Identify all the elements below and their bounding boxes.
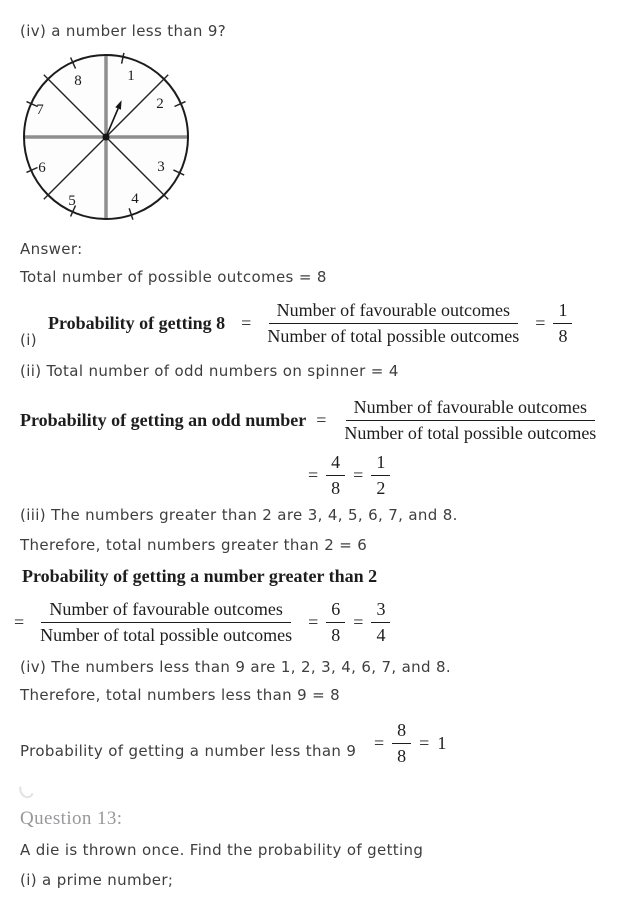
page-artifact xyxy=(17,779,37,800)
spinner-number-2: 2 xyxy=(156,96,164,112)
spinner-number-8: 8 xyxy=(74,73,82,89)
fraction-denominator: Number of total possible outcomes xyxy=(40,624,293,645)
part-ii-formula xyxy=(20,392,604,448)
fraction-numerator: 8 xyxy=(392,720,411,744)
spinner-number-7: 7 xyxy=(36,102,44,118)
fraction-numerator: Number of favourable outcomes xyxy=(346,397,595,421)
part-i-result-fraction xyxy=(553,300,572,346)
part-iii-lead: Probability of getting a number greater than 2 xyxy=(22,566,378,586)
part-iv-line1: (iv) The numbers less than 9 are 1, 2, 3, 4, 6, 7, and 8. xyxy=(20,658,452,676)
part-ii-fraction xyxy=(336,397,604,443)
spinner-diagram xyxy=(21,52,193,228)
part-iii-line2: Therefore, total numbers greater than 2 = 6 xyxy=(20,536,368,554)
fraction-numerator: Number of favourable outcomes xyxy=(269,300,518,324)
question-13-title: Question 13: xyxy=(20,808,123,829)
question-13-line2: (i) a prime number; xyxy=(20,871,174,889)
fraction-numerator: 4 xyxy=(326,452,345,476)
part-iii-formula xyxy=(14,594,390,650)
fraction-denominator: 2 xyxy=(376,477,386,498)
equals-sign: = xyxy=(374,732,385,753)
part-i-lead: Probability of getting 8 xyxy=(48,312,226,333)
fraction-denominator: 8 xyxy=(331,477,341,498)
part-iv-lead: Probability of getting a number less than 9 xyxy=(20,742,357,760)
fraction-6-8 xyxy=(326,599,345,645)
part-iii-line1: (iii) The numbers greater than 2 are 3, 4, 5, 6, 7, and 8. xyxy=(20,506,458,524)
part-i-formula xyxy=(48,296,572,350)
equals-sign: = xyxy=(241,312,252,333)
fraction-numerator: Number of favourable outcomes xyxy=(41,599,290,623)
fraction-numerator: 1 xyxy=(371,452,390,476)
spinner-number-3: 3 xyxy=(157,159,165,175)
fraction-8-8 xyxy=(392,720,411,766)
equals-sign: = xyxy=(353,611,364,632)
fraction-numerator: 3 xyxy=(371,599,390,623)
total-outcomes-line: Total number of possible outcomes = 8 xyxy=(20,268,327,286)
fraction-denominator: 8 xyxy=(331,624,341,645)
part-ii-result xyxy=(308,448,390,502)
equals-sign: = xyxy=(316,409,327,430)
answer-label: Answer: xyxy=(20,240,83,258)
spinner-svg xyxy=(21,52,193,224)
question-part-iv-header: (iv) a number less than 9? xyxy=(20,22,227,40)
fraction-4-8 xyxy=(326,452,345,498)
part-i-marker: (i) xyxy=(20,331,37,349)
equals-sign: = xyxy=(308,611,319,632)
part-iv-line2: Therefore, total numbers less than 9 = 8 xyxy=(20,686,341,704)
fraction-numerator: 6 xyxy=(326,599,345,623)
part-iii-fraction xyxy=(32,599,300,645)
fraction-denominator: 8 xyxy=(397,745,407,766)
equals-sign: = xyxy=(353,464,364,485)
part-ii-line: (ii) Total number of odd numbers on spinner = 4 xyxy=(20,362,399,380)
spinner-number-4: 4 xyxy=(131,191,139,207)
fraction-denominator: Number of total possible outcomes xyxy=(267,325,520,346)
fraction-1-2 xyxy=(371,452,390,498)
fraction-denominator: 8 xyxy=(558,325,568,346)
spinner-center-dot xyxy=(103,134,110,141)
spinner-number-5: 5 xyxy=(68,193,76,209)
equals-sign: = xyxy=(419,732,430,753)
question-13-line1: A die is thrown once. Find the probability of getting xyxy=(20,841,424,859)
equals-sign: = xyxy=(308,464,319,485)
equals-sign: = xyxy=(14,611,25,632)
spinner-number-1: 1 xyxy=(127,68,135,84)
fraction-numerator: 1 xyxy=(553,300,572,324)
fraction-3-4 xyxy=(371,599,390,645)
fraction-denominator: Number of total possible outcomes xyxy=(344,422,597,443)
part-ii-lead: Probability of getting an odd number xyxy=(20,409,307,430)
equals-sign: = xyxy=(535,312,546,333)
result-value: 1 xyxy=(437,732,447,753)
fraction-denominator: 4 xyxy=(376,624,386,645)
part-iv-result xyxy=(374,714,446,772)
part-i-fraction xyxy=(259,300,527,346)
spinner-number-6: 6 xyxy=(38,160,46,176)
